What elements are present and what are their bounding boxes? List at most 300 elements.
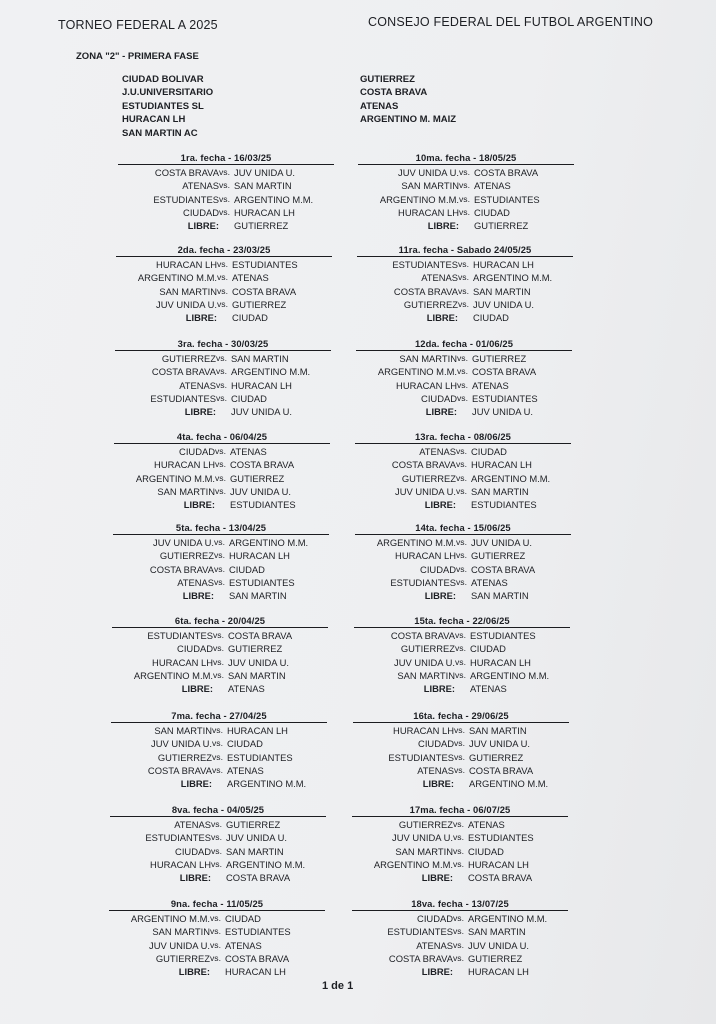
away-team: CIUDAD [470,643,506,655]
vs-label: vs. [453,952,464,963]
away-team: ATENAS [227,764,264,776]
libre-label: LIBRE: [425,406,457,418]
fecha-title: 4ta. fecha - 06/04/25 [176,431,268,442]
libre-label: LIBRE: [182,590,214,602]
away-team: ESTUDIANTES [229,576,295,588]
away-team: HURACAN LH [229,550,290,562]
libre-label: LIBRE: [424,590,456,602]
fecha-block [113,522,329,602]
match-row [357,285,573,298]
away-team: JUV UNIDA U. [228,656,289,668]
fecha-title: 17ma. fecha - 06/07/25 [409,804,511,815]
vs-label: vs. [459,206,470,217]
away-team: HURACAN LH [231,379,292,391]
libre-label: LIBRE: [427,220,459,232]
fecha-title: 3ra. fecha - 30/03/25 [177,338,269,349]
fecha-rule [354,627,570,628]
match-row [110,831,326,844]
home-team: ATENAS [177,576,214,588]
away-team: HURACAN LH [468,858,529,870]
fecha-rule [352,910,568,911]
match-row [352,925,568,938]
away-team: ESTUDIANTES [225,926,291,938]
team-name: HURACAN LH [122,114,186,126]
away-team: ARGENTINO M.M. [470,669,550,681]
fecha-rule [352,816,568,817]
fecha-block [118,152,334,232]
home-team: GUTIERREZ [398,819,453,830]
away-team: ATENAS [472,379,509,391]
libre-team: ARGENTINO M.M. [469,778,549,790]
fecha-title: 12da. fecha - 01/06/25 [414,338,514,349]
away-team: HURACAN LH [473,259,534,270]
vs-label: vs. [454,725,465,735]
match-row [353,737,569,750]
away-team: HURACAN LH [234,206,295,218]
vs-label: vs. [219,206,230,217]
fecha-block [356,338,572,418]
vs-label: vs. [217,259,228,269]
away-team: CIUDAD [227,738,263,750]
match-row [352,952,568,965]
vs-label: vs. [456,459,467,470]
home-team: COSTA BRAVA [391,459,456,471]
vs-label: vs. [217,298,228,309]
match-row [354,669,570,682]
match-row [111,724,327,737]
away-team: CIUDAD [468,845,504,857]
vs-label: vs. [212,725,223,735]
vs-label: vs. [458,272,469,283]
away-team: HURACAN LH [471,459,532,471]
vs-label: vs. [454,751,465,762]
home-team: ATENAS [419,446,456,457]
home-team: CIUDAD [177,643,213,655]
away-team: ATENAS [474,180,511,192]
teams-list-left [122,73,213,140]
home-team: GUTIERREZ [161,353,216,364]
match-row [116,271,332,284]
fecha-rule [109,910,325,911]
libre-label: LIBRE: [421,872,453,884]
libre-label: LIBRE: [424,499,456,511]
home-team: ARGENTINO M.M. [135,472,215,484]
away-team: COSTA BRAVA [225,952,290,964]
libre-row [356,405,572,418]
fecha-title: 1ra. fecha - 16/03/25 [180,152,272,163]
libre-row [109,965,325,978]
vs-label: vs. [213,630,224,640]
fecha-title: 6ta. fecha - 20/04/25 [174,615,266,626]
match-row [352,845,568,858]
home-team: JUV UNIDA U. [394,656,455,668]
match-row [112,656,328,669]
home-team: HURACAN LH [156,259,217,270]
away-team: COSTA BRAVA [232,285,297,297]
away-team: ARGENTINO M.M. [473,272,553,284]
libre-row [115,405,331,418]
home-team: ATENAS [179,379,216,391]
away-team: JUV UNIDA U. [471,537,532,548]
away-team: SAN MARTIN [226,845,284,857]
home-team: ARGENTINO M.M. [376,537,456,548]
home-team: JUV UNIDA U. [149,939,210,951]
vs-label: vs. [211,832,222,843]
vs-label: vs. [211,858,222,869]
vs-label: vs. [459,180,470,191]
home-team: ARGENTINO M.M. [377,366,457,378]
fecha-title: 16ta. fecha - 29/06/25 [413,710,509,721]
home-team: SAN MARTIN [152,926,210,938]
home-team: COSTA BRAVA [390,630,455,641]
home-team: ATENAS [174,819,211,830]
match-row [118,193,334,206]
team-name: ARGENTINO M. MAIZ [360,114,457,126]
home-team: GUTIERREZ [403,298,458,310]
vs-label: vs. [456,446,467,456]
libre-team: SAN MARTIN [229,590,287,602]
away-team: ARGENTINO M.M. [229,537,309,548]
fecha-block [110,804,326,884]
libre-label: LIBRE: [421,966,453,978]
fecha-rule [110,816,326,817]
fecha-title: 2da. fecha - 23/03/25 [177,244,271,255]
match-row [358,166,574,179]
away-team: GUTIERREZ [472,353,527,364]
match-row [115,392,331,405]
libre-label: LIBRE: [181,683,213,695]
vs-label: vs. [214,550,225,561]
home-team: HURACAN LH [152,656,213,668]
libre-row [352,871,568,884]
fecha-block [109,898,325,978]
away-team: HURACAN LH [470,656,531,668]
match-row [115,352,331,365]
fecha-block [355,522,571,602]
away-team: ESTUDIANTES [472,392,538,404]
home-team: ESTUDIANTES [153,193,219,205]
page-number: 1 de 1 [322,980,354,992]
match-row [357,298,573,311]
vs-label: vs. [215,472,226,483]
away-team: CIUDAD [471,446,507,457]
fecha-title: 10ma. fecha - 18/05/25 [415,152,517,163]
away-team: HURACAN LH [227,725,288,736]
vs-label: vs. [456,563,467,574]
away-team: ESTUDIANTES [232,259,298,270]
home-team: COSTA BRAVA [147,764,212,776]
match-row [111,764,327,777]
vs-label: vs. [455,656,466,667]
libre-row [114,498,330,511]
match-row [352,939,568,952]
vs-label: vs. [215,485,226,496]
away-team: JUV UNIDA U. [473,298,534,310]
match-row [357,271,573,284]
away-team: SAN MARTIN [231,353,289,364]
fecha-title: 15ta. fecha - 22/06/25 [414,615,510,626]
vs-label: vs. [456,485,467,496]
match-row [354,656,570,669]
vs-label: vs. [214,537,225,547]
away-team: ESTUDIANTES [470,630,536,641]
away-team: GUTIERREZ [471,550,526,562]
match-row [112,642,328,655]
away-team: ESTUDIANTES [227,751,293,763]
home-team: ESTUDIANTES [147,630,213,641]
vs-label: vs. [457,366,468,377]
vs-label: vs. [457,392,468,403]
team-name: ESTUDIANTES SL [122,100,204,112]
match-row [109,952,325,965]
match-row [118,166,334,179]
home-team: JUV UNIDA U. [153,537,214,548]
match-row [352,858,568,871]
home-team: ARGENTINO M.M. [373,858,453,870]
vs-label: vs. [217,272,228,283]
away-team: COSTA BRAVA [230,459,295,471]
away-team: JUV UNIDA U. [230,485,291,497]
away-team: GUTIERREZ [232,298,287,310]
libre-label: LIBRE: [179,872,211,884]
match-row [114,458,330,471]
libre-row [113,589,329,602]
fecha-title: 5ta. fecha - 13/04/25 [175,522,267,533]
home-team: HURACAN LH [395,550,456,562]
home-team: JUV UNIDA U. [156,298,217,310]
away-team: ATENAS [225,939,262,951]
home-team: ARGENTINO M.M. [130,913,210,924]
match-row [354,642,570,655]
vs-label: vs. [455,630,466,640]
home-team: CIUDAD [418,738,454,750]
home-team: GUTIERREZ [159,550,214,562]
away-team: GUTIERREZ [228,643,283,655]
vs-label: vs. [211,819,222,829]
match-row [355,445,571,458]
home-team: CIUDAD [175,845,211,857]
away-team: COSTA BRAVA [472,366,537,378]
away-team: COSTA BRAVA [471,563,536,575]
match-row [358,179,574,192]
vs-label: vs. [453,845,464,856]
vs-label: vs. [217,285,228,296]
match-row [356,379,572,392]
home-team: ARGENTINO M.M. [137,272,217,284]
home-team: ESTUDIANTES [145,832,211,844]
fecha-rule [355,534,571,535]
away-team: SAN MARTIN [468,926,526,938]
home-team: HURACAN LH [396,379,457,391]
team-name: ATENAS [360,100,399,112]
fecha-rule [115,350,331,351]
home-team: CIUDAD [179,446,215,457]
fecha-title: 8va. fecha - 04/05/25 [171,804,265,815]
away-team: SAN MARTIN [469,725,527,736]
away-team: ATENAS [230,446,267,457]
home-team: ATENAS [182,180,219,192]
libre-team: CIUDAD [232,312,268,324]
vs-label: vs. [456,550,467,561]
vs-label: vs. [213,669,224,680]
libre-label: LIBRE: [187,220,219,232]
home-team: ESTUDIANTES [387,926,453,938]
vs-label: vs. [219,167,230,177]
vs-label: vs. [214,563,225,574]
match-row [355,549,571,562]
match-row [114,445,330,458]
match-row [355,536,571,549]
fecha-title: 11ra. fecha - Sabado 24/05/25 [398,244,532,255]
home-team: GUTIERREZ [400,643,455,655]
vs-label: vs. [453,858,464,869]
libre-team: JUV UNIDA U. [231,406,292,418]
tournament-title: TORNEO FEDERAL A 2025 [58,18,218,32]
fecha-rule [358,164,574,165]
match-row [357,258,573,271]
zona-title: ZONA "2" - PRIMERA FASE [76,51,199,62]
libre-label: LIBRE: [426,312,458,324]
match-row [113,549,329,562]
away-team: ESTUDIANTES [468,832,534,844]
match-row [352,912,568,925]
vs-label: vs. [210,952,221,963]
libre-label: LIBRE: [184,406,216,418]
libre-row [355,589,571,602]
home-team: GUTIERREZ [155,952,210,964]
vs-label: vs. [453,832,464,843]
home-team: JUV UNIDA U. [398,167,459,178]
away-team: SAN MARTIN [234,180,292,192]
libre-team: ATENAS [470,683,507,695]
away-team: SAN MARTIN [473,285,531,297]
match-row [114,485,330,498]
away-team: GUTIERREZ [468,952,523,964]
vs-label: vs. [457,353,468,363]
home-team: JUV UNIDA U. [392,832,453,844]
vs-label: vs. [453,939,464,950]
home-team: ARGENTINO M.M. [379,193,459,205]
fecha-rule [357,256,573,257]
libre-row [357,311,573,324]
away-team: CIUDAD [474,206,510,218]
team-name: SAN MARTIN AC [122,127,198,139]
libre-team: COSTA BRAVA [468,872,533,884]
home-team: ESTUDIANTES [150,392,216,404]
home-team: GUTIERREZ [401,472,456,484]
home-team: COSTA BRAVA [388,952,453,964]
away-team: GUTIERREZ [469,751,524,763]
match-row [111,751,327,764]
match-row [355,485,571,498]
vs-label: vs. [456,472,467,483]
home-team: SAN MARTIN [154,725,212,736]
away-team: GUTIERREZ [230,472,285,484]
away-team: ARGENTINO M.M. [226,858,306,870]
vs-label: vs. [453,913,464,923]
libre-team: COSTA BRAVA [226,872,291,884]
vs-label: vs. [453,926,464,937]
libre-team: SAN MARTIN [471,590,529,602]
libre-team: ATENAS [228,683,265,695]
libre-row [118,219,334,232]
away-team: ATENAS [232,272,269,284]
team-name: COSTA BRAVA [360,87,428,99]
fecha-title: 13ra. fecha - 08/06/25 [414,431,511,442]
vs-label: vs. [458,259,469,269]
home-team: HURACAN LH [393,725,454,736]
fecha-block [116,244,332,324]
away-team: COSTA BRAVA [474,167,539,178]
match-row [112,629,328,642]
fecha-title: 9na. fecha - 11/05/25 [170,898,264,909]
home-team: JUV UNIDA U. [151,738,212,750]
away-team: ESTUDIANTES [474,193,540,205]
libre-row [111,777,327,790]
vs-label: vs. [457,379,468,390]
match-row [118,179,334,192]
match-row [352,818,568,831]
away-team: SAN MARTIN [228,669,286,681]
libre-row [116,311,332,324]
vs-label: vs. [210,926,221,937]
vs-label: vs. [219,180,230,191]
fecha-block [112,615,328,695]
home-team: COSTA BRAVA [151,366,216,378]
away-team: JUV UNIDA U. [469,738,530,750]
libre-team: HURACAN LH [468,966,529,978]
vs-label: vs. [212,764,223,775]
vs-label: vs. [456,537,467,547]
libre-label: LIBRE: [423,683,455,695]
vs-label: vs. [213,643,224,654]
match-row [115,365,331,378]
fecha-rule [118,164,334,165]
vs-label: vs. [210,913,221,923]
libre-label: LIBRE: [183,499,215,511]
libre-team: ARGENTINO M.M. [227,778,307,790]
home-team: SAN MARTIN [157,485,215,497]
libre-team: GUTIERREZ [474,220,529,232]
match-row [110,858,326,871]
home-team: COSTA BRAVA [393,285,458,297]
libre-row [112,682,328,695]
libre-label: LIBRE: [422,778,454,790]
vs-label: vs. [216,392,227,403]
home-team: CIUDAD [183,206,219,218]
away-team: JUV UNIDA U. [226,832,287,844]
home-team: COSTA BRAVA [154,167,219,178]
away-team: ATENAS [471,576,508,588]
vs-label: vs. [215,459,226,470]
vs-label: vs. [215,446,226,456]
libre-row [354,682,570,695]
vs-label: vs. [211,845,222,856]
home-team: ESTUDIANTES [388,751,454,763]
fecha-block [353,710,569,790]
away-team: ARGENTINO M.M. [471,472,551,484]
vs-label: vs. [456,576,467,587]
home-team: ATENAS [416,939,453,951]
match-row [110,845,326,858]
home-team: CIUDAD [420,563,456,575]
vs-label: vs. [212,738,223,749]
fecha-block [358,152,574,232]
vs-label: vs. [213,656,224,667]
match-row [355,563,571,576]
fecha-title: 7ma. fecha - 27/04/25 [171,710,267,721]
team-name: J.U.UNIVERSITARIO [122,87,214,99]
